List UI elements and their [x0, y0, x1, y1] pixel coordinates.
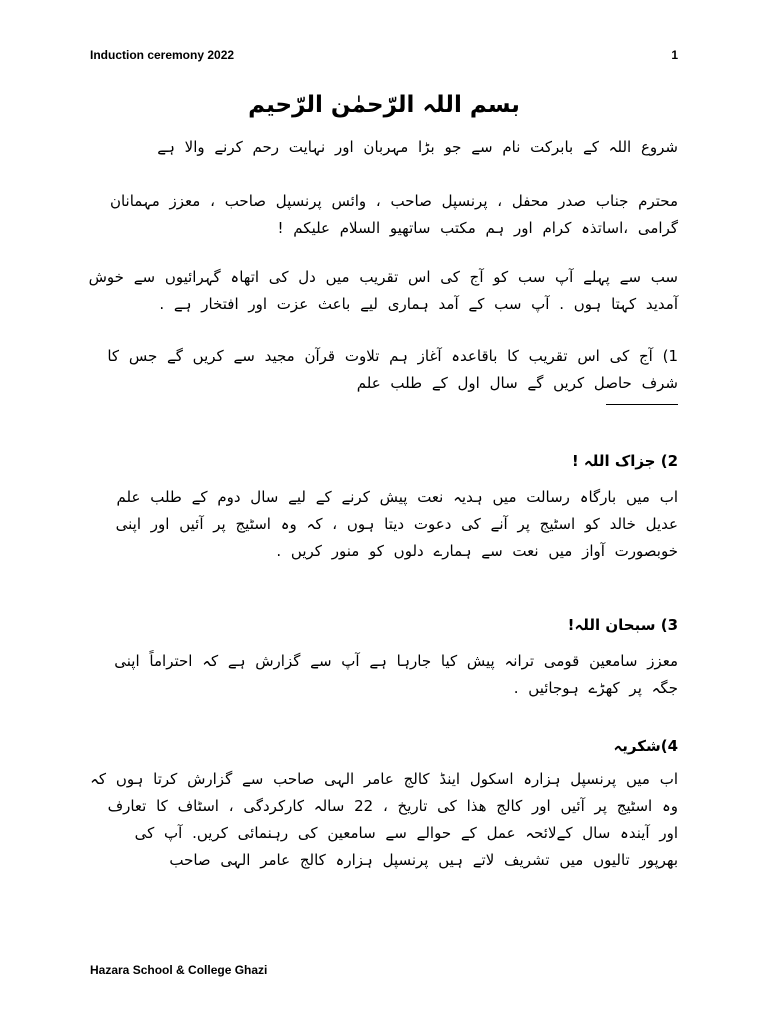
naat-paragraph: اب میں بارگاہ رسالت میں ہدیہ نعت پیش کرنے کے لیے سال دوم کے طلب علم عدیل خالد کو اسٹیج پر آنے کی دعوت دیتا ہوں ، کہ وہ اسٹیج پر آئیں اور اپنی خوبصورت آواز میں نعت سے ہمارے دلوں کو منور کریں . [115, 488, 678, 560]
document-footer: Hazara School & College Ghazi [90, 963, 268, 977]
item-2-heading: 2) جزاک اللہ ! [571, 452, 678, 470]
item-3-heading: 3) سبحان اللہ! [567, 616, 678, 634]
principal-invitation-paragraph: اب میں پرنسپل ہزارہ اسکول اینڈ کالج عامر الہی صاحب سے گزارش کرتا ہوں کہ وہ اسٹیج پر آئیں اور کالج ھذا کی تاریخ ، 22 سالہ کارکردگی ، اسٹاف کا تعارف اور آیندہ سال کےلائحہ عمل کے حوالے سے سامعین کی رہنمائی کریں. آپ کی بھرپور تالیوں میں تشریف لاتے ہیں پرنسپل ہزارہ کالج عامر الہی صاحب [90, 770, 678, 869]
name-blank-line [606, 404, 678, 405]
item-4-heading: 4)شکریہ [613, 737, 678, 755]
document-header-title: Induction ceremony 2022 [90, 48, 235, 62]
bismillah-heading: بسم اللہ الرّحمٰن الرّحیم [248, 92, 520, 118]
greeting-paragraph: محترم جناب صدر محفل ، پرنسپل صاحب ، وائس پرنسپل صاحب ، معزز مہمانان گرامی ،اساتذہ کرام اور ہم مکتب ساتھیو السلام علیکم ! [109, 192, 678, 237]
page-number: 1 [671, 48, 678, 62]
opening-invocation-paragraph: شروع اللہ کے بابرکت نام سے جو بڑا مہربان اور نہایت رحم کرنے والا ہے [157, 138, 678, 156]
welcome-paragraph: سب سے پہلے آپ سب کو آج کی اس تقریب میں دل کی اتھاہ گہرائیوں سے خوش آمدید کہتا ہوں . آپ سب کے آمد ہماری لیے باعث عزت اور افتخار ہے . [88, 268, 678, 313]
national-anthem-paragraph: معزز سامعین قومی ترانہ پیش کیا جارہا ہے آپ سے گزارش ہے کہ احتراماً اپنی جگہ پر کھڑے ہوجائیں . [114, 652, 678, 697]
item-1-tilawat-paragraph: 1) آج کی اس تقریب کا باقاعدہ آغاز ہم تلاوت قرآن مجید سے کریں گے جس کا شرف حاصل کریں گے سال اول کے طلب علم [107, 347, 678, 392]
